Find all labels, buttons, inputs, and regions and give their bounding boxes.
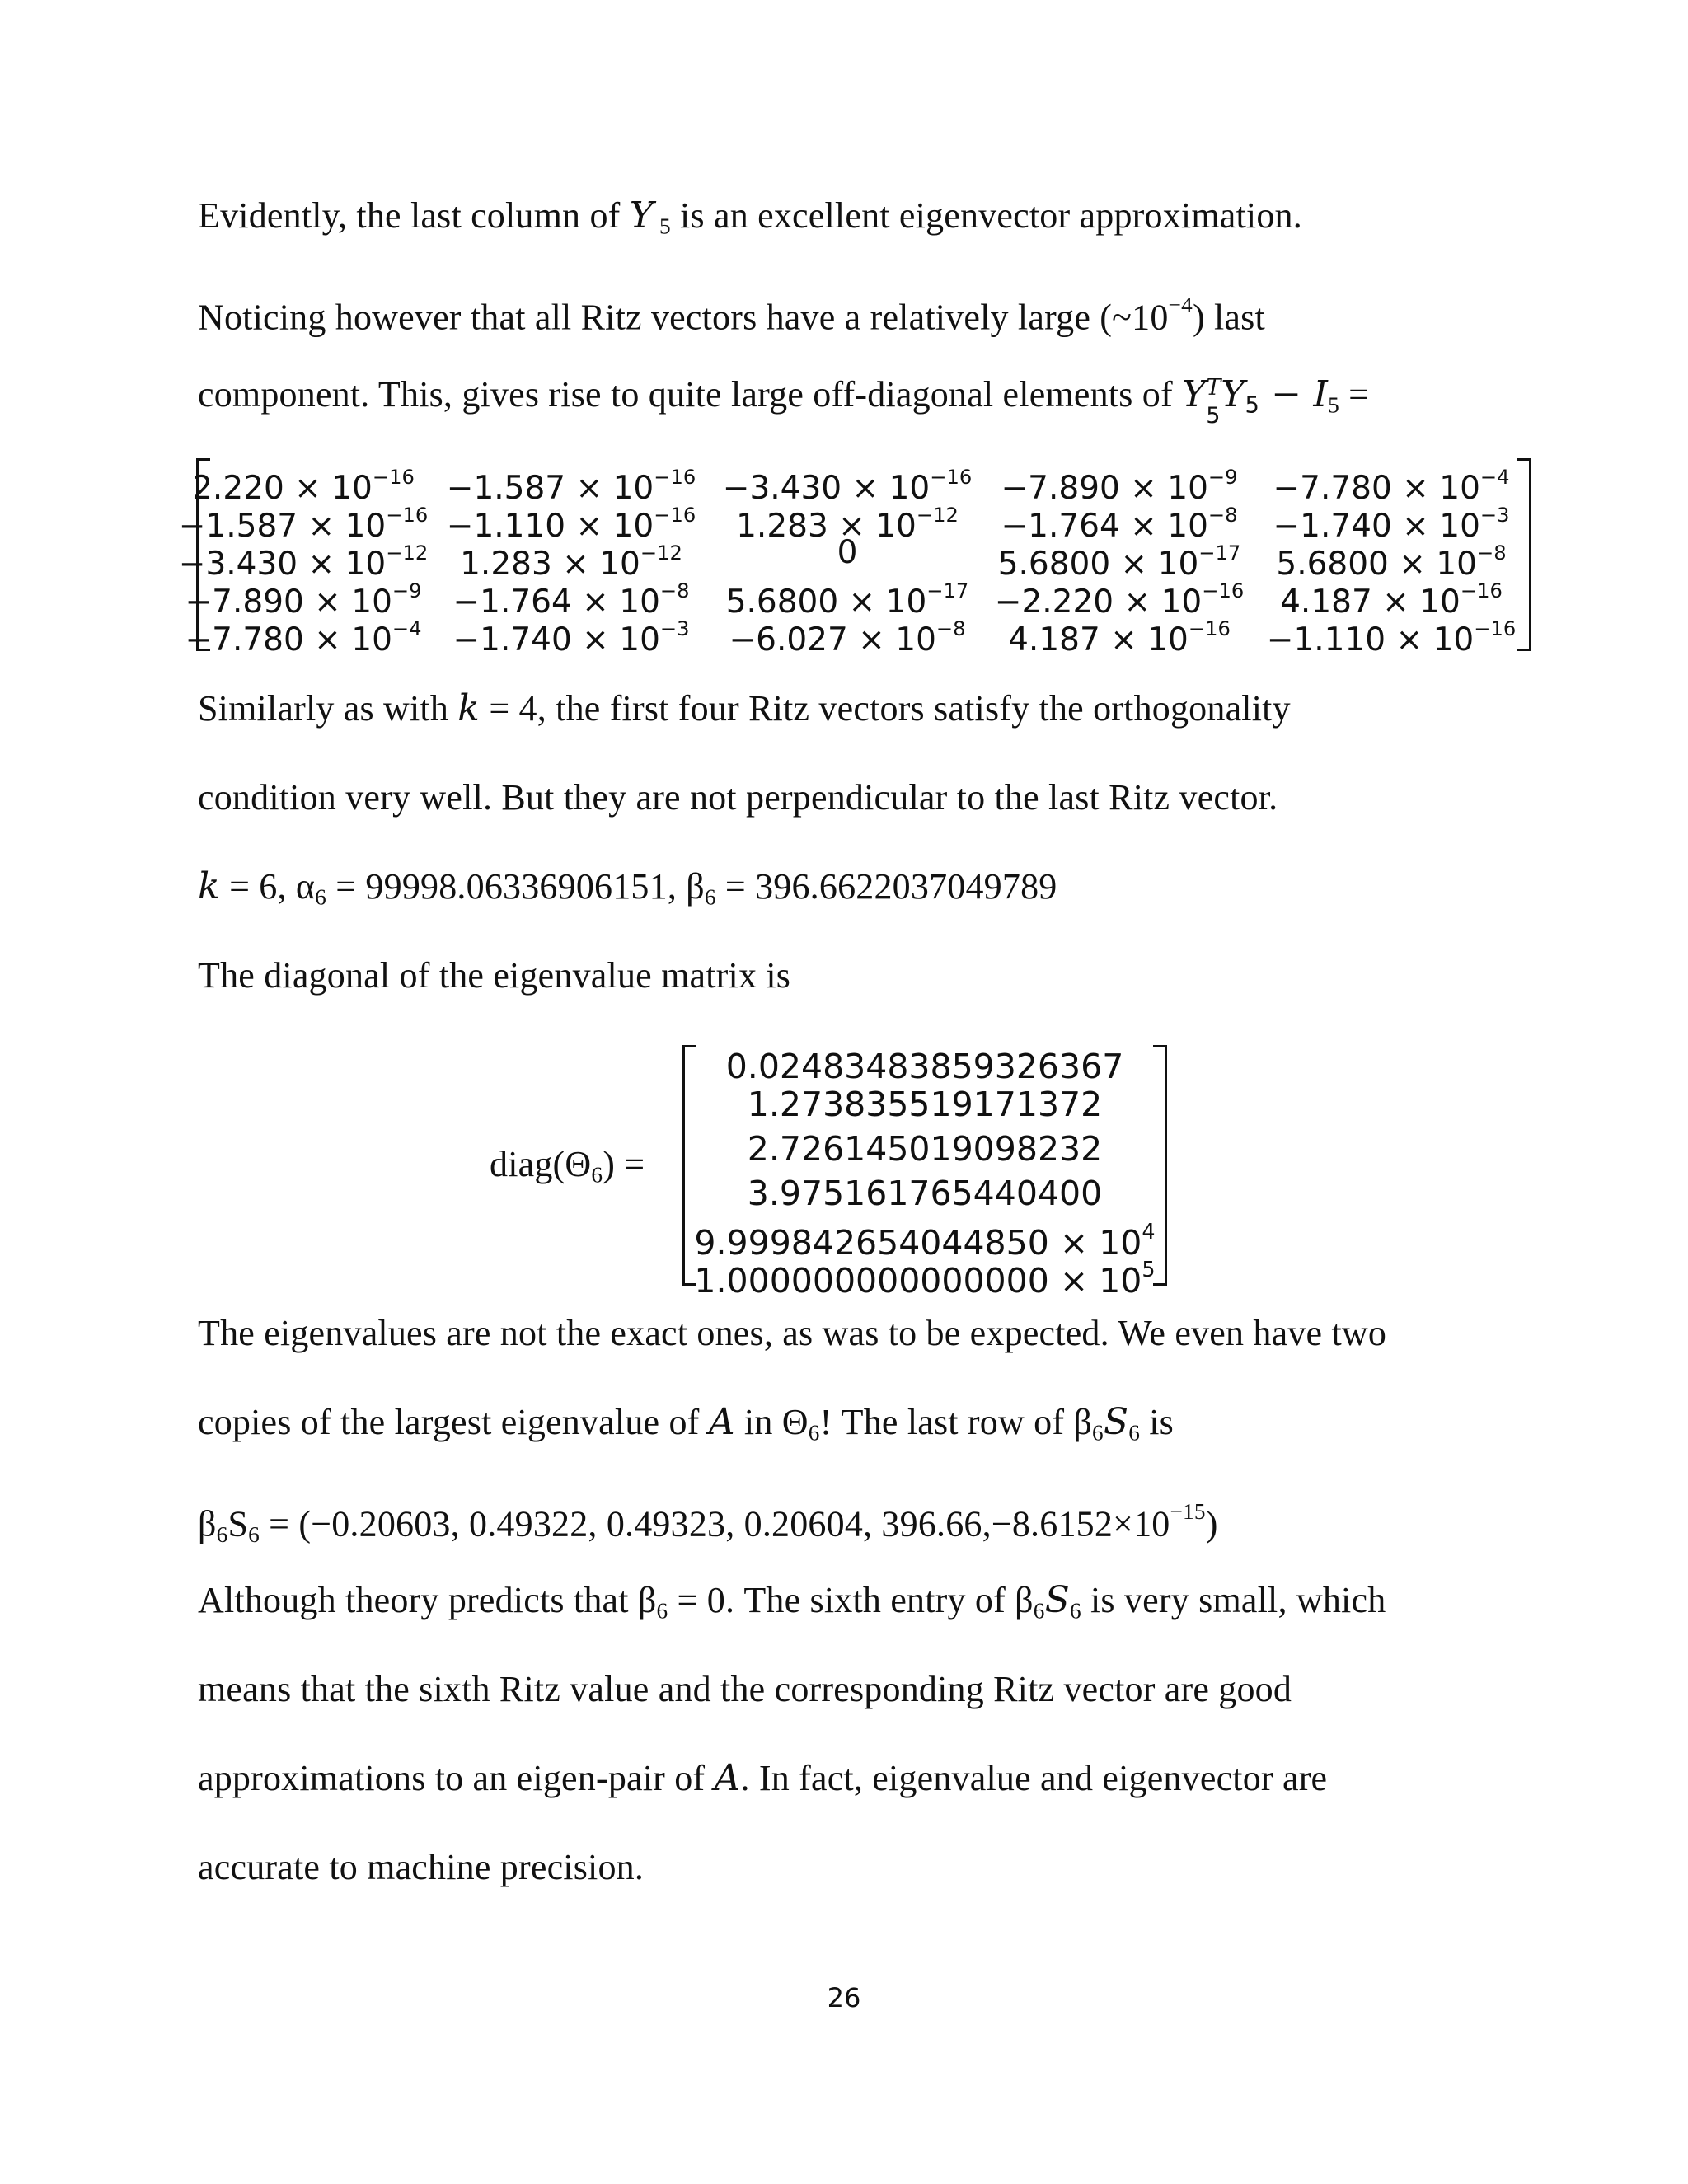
text-run: approximations to an eigen-pair of: [198, 1758, 715, 1798]
superscript: −8: [935, 617, 966, 640]
text-run: −3.430 × 10: [178, 546, 387, 583]
text-run: is very small, which: [1081, 1580, 1386, 1620]
subscript: 6: [1033, 1598, 1045, 1624]
text-run: ): [1205, 1503, 1218, 1544]
text-run: 9.999842654044850 × 10: [694, 1223, 1142, 1263]
superscript: −16: [654, 504, 696, 527]
superscript: −17: [1198, 541, 1241, 565]
eigenvalue: 1.273835519171372: [747, 1085, 1103, 1124]
paragraph-line: [198, 1399, 1174, 1456]
matrix-entry: [715, 610, 979, 659]
paragraph-line: [198, 1577, 1386, 1634]
math-symbol: k: [198, 865, 220, 907]
text-run: 5.6800 × 10: [725, 583, 927, 621]
text-run: The diagonal of the eigenvalue matrix is: [198, 955, 791, 996]
superscript: −16: [386, 504, 429, 527]
text-run: The eigenvalues are not the exact ones, as was to be expected. We even have two: [198, 1313, 1387, 1353]
text-run: means that the sixth Ritz value and the corresponding Ritz vector are good: [198, 1669, 1292, 1709]
subscript: 6: [216, 1522, 228, 1548]
paragraph-line: [198, 282, 1265, 340]
subscript: 6: [656, 1598, 668, 1624]
text-run: is: [1140, 1402, 1174, 1442]
superscript: −8: [1476, 541, 1507, 565]
text-run: copies of the largest eigenvalue of: [198, 1402, 709, 1442]
text-run: −7.890 × 10: [185, 583, 392, 621]
text-run: ) =: [603, 1144, 645, 1184]
subscript: 5: [1206, 403, 1221, 429]
text-run: 0: [837, 534, 858, 571]
orthogonality-matrix: [178, 458, 1531, 659]
math-symbol: A: [708, 1401, 735, 1443]
superscript: −3: [1479, 504, 1510, 527]
text-run: 5.6800 × 10: [997, 546, 1199, 583]
text-run: Similarly as with: [198, 688, 458, 729]
math-symbol: I: [1313, 373, 1329, 415]
superscript: 5: [1142, 1257, 1156, 1282]
superscript: −8: [659, 579, 690, 602]
eigenvalue: 2.726145019098232: [747, 1129, 1103, 1169]
text-run: −1.764 × 10: [452, 583, 660, 621]
eigenvalue: [682, 1248, 1167, 1302]
text-run: 4.187 × 10: [1008, 621, 1189, 659]
matrix-entry: [715, 534, 979, 572]
paragraph-line: [198, 193, 1302, 250]
text-run: 2.220 × 10: [192, 470, 373, 508]
matrix-entry: [987, 610, 1251, 659]
paragraph-line: [198, 1755, 1327, 1802]
superscript: −16: [1460, 579, 1503, 602]
superscript: −3: [659, 617, 690, 640]
subscript: 6: [1069, 1598, 1081, 1624]
paragraph-line: [198, 775, 1278, 821]
math-symbol: Y: [1182, 373, 1207, 415]
subscript: 6: [1128, 1420, 1141, 1446]
paragraph-line: [198, 953, 790, 999]
subscript: 5: [1328, 392, 1339, 418]
text-run: −7.890 × 10: [1001, 470, 1208, 508]
text-run: in Θ: [734, 1402, 809, 1442]
matrix-entry: [439, 610, 703, 659]
eigenvalue-vector: [682, 1045, 1167, 1301]
eigenvalue: 3.975161765440400: [747, 1174, 1103, 1213]
superscript: −16: [1474, 617, 1517, 640]
superscript: −4: [392, 617, 422, 640]
text-run: 1.283 × 10: [460, 546, 640, 583]
text-run: condition very well. But they are not perpendicular to the last Ritz vector.: [198, 777, 1278, 818]
paragraph-line: [198, 864, 1057, 921]
text-run: −: [1259, 373, 1314, 415]
superscript: −9: [392, 579, 422, 602]
subscript: 6: [704, 884, 716, 910]
subscript: 6: [248, 1522, 260, 1548]
superscript: −16: [930, 466, 973, 489]
math-symbol: A: [714, 1757, 741, 1799]
text-run: 1.283 × 10: [736, 508, 917, 546]
text-run: = 396.6622037049789: [715, 866, 1057, 907]
text-run: Evidently, the last column of: [198, 195, 630, 236]
text-run: β: [198, 1503, 217, 1544]
superscript: −16: [1202, 579, 1245, 602]
text-run: = 4, the first four Ritz vectors satisfy the orthogonality: [480, 688, 1291, 729]
text-run: =: [1339, 374, 1370, 415]
subscript: 5: [653, 213, 671, 239]
text-run: accurate to machine precision.: [198, 1847, 645, 1887]
paragraph-line: [198, 372, 1369, 429]
text-run: 1.000000000000000 × 10: [694, 1261, 1142, 1301]
superscript: −12: [386, 541, 429, 565]
subscript: 6: [1092, 1420, 1104, 1446]
text-run: = 99998.06336906151, β: [326, 866, 705, 907]
superscript: −12: [916, 504, 959, 527]
superscript: −16: [654, 466, 696, 489]
text-run: −1.740 × 10: [452, 621, 660, 659]
text-run: ) last: [1192, 297, 1265, 338]
text-run: ! The last row of β: [819, 1402, 1092, 1442]
text-run: Noticing however that all Ritz vectors have a relatively large (~10: [198, 297, 1169, 338]
superscript: −16: [1188, 617, 1231, 640]
diag-label: [490, 1141, 645, 1198]
text-run: = 0. The sixth entry of β: [668, 1580, 1034, 1620]
text-run: diag(Θ: [490, 1144, 592, 1184]
text-run: −1.110 × 10: [446, 508, 654, 546]
superscript: −16: [372, 466, 415, 489]
paragraph-line: [198, 1488, 1218, 1558]
text-run: is an excellent eigenvector approximation.: [670, 195, 1302, 236]
text-run: = (−0.20603, 0.49322, 0.49323, 0.20604, 396.66,−8.6152×10: [259, 1503, 1170, 1544]
subscript: 6: [315, 884, 326, 910]
text-run: −7.780 × 10: [1273, 470, 1480, 508]
superscript: T: [1206, 375, 1221, 401]
paragraph-line: [198, 686, 1291, 732]
text-run: 5.6800 × 10: [1276, 546, 1477, 583]
superscript: −12: [640, 541, 682, 565]
text-run: S: [227, 1503, 249, 1544]
matrix-entry: [171, 610, 435, 659]
superscript: −4: [1168, 293, 1193, 317]
math-symbol: Y: [629, 194, 654, 237]
text-run: −2.220 × 10: [994, 583, 1203, 621]
eigenvalue: 0.02483483859326367: [725, 1047, 1124, 1086]
text-run: . In fact, eigenvalue and eigenvector are: [740, 1758, 1328, 1798]
paragraph-line: [198, 1844, 644, 1891]
superscript: −9: [1207, 466, 1238, 489]
math-symbol: S: [1044, 1579, 1070, 1621]
text-run: = 6, α: [219, 866, 316, 907]
text-run: −1.740 × 10: [1273, 508, 1480, 546]
text-run: −7.780 × 10: [185, 621, 392, 659]
text-run: −1.587 × 10: [178, 508, 387, 546]
text-run: component. This, gives rise to quite large off-diagonal elements of: [198, 374, 1182, 415]
text-run: −1.110 × 10: [1266, 621, 1475, 659]
math-symbol: k: [457, 687, 481, 729]
text-run: −1.764 × 10: [1001, 508, 1208, 546]
text-run: −6.027 × 10: [729, 621, 936, 659]
matrix-entry: [1259, 610, 1523, 659]
math-symbol: Y: [1221, 373, 1245, 415]
superscript: −8: [1207, 504, 1238, 527]
page-number: 26: [827, 1982, 861, 2013]
subscript: 6: [808, 1420, 820, 1446]
superscript: −17: [926, 579, 969, 602]
text-run: −1.587 × 10: [446, 470, 654, 508]
subscript: 6: [591, 1162, 603, 1188]
paragraph-line: [198, 1310, 1386, 1357]
superscript: −15: [1170, 1499, 1206, 1524]
text-run: −3.430 × 10: [722, 470, 931, 508]
text-run: Although theory predicts that β: [198, 1580, 657, 1620]
paragraph-line: [198, 1666, 1292, 1713]
superscript: 4: [1142, 1219, 1156, 1244]
math-symbol: S: [1103, 1401, 1129, 1443]
superscript: −4: [1479, 466, 1510, 489]
subscript: 5: [1245, 392, 1260, 419]
text-run: 4.187 × 10: [1280, 583, 1461, 621]
